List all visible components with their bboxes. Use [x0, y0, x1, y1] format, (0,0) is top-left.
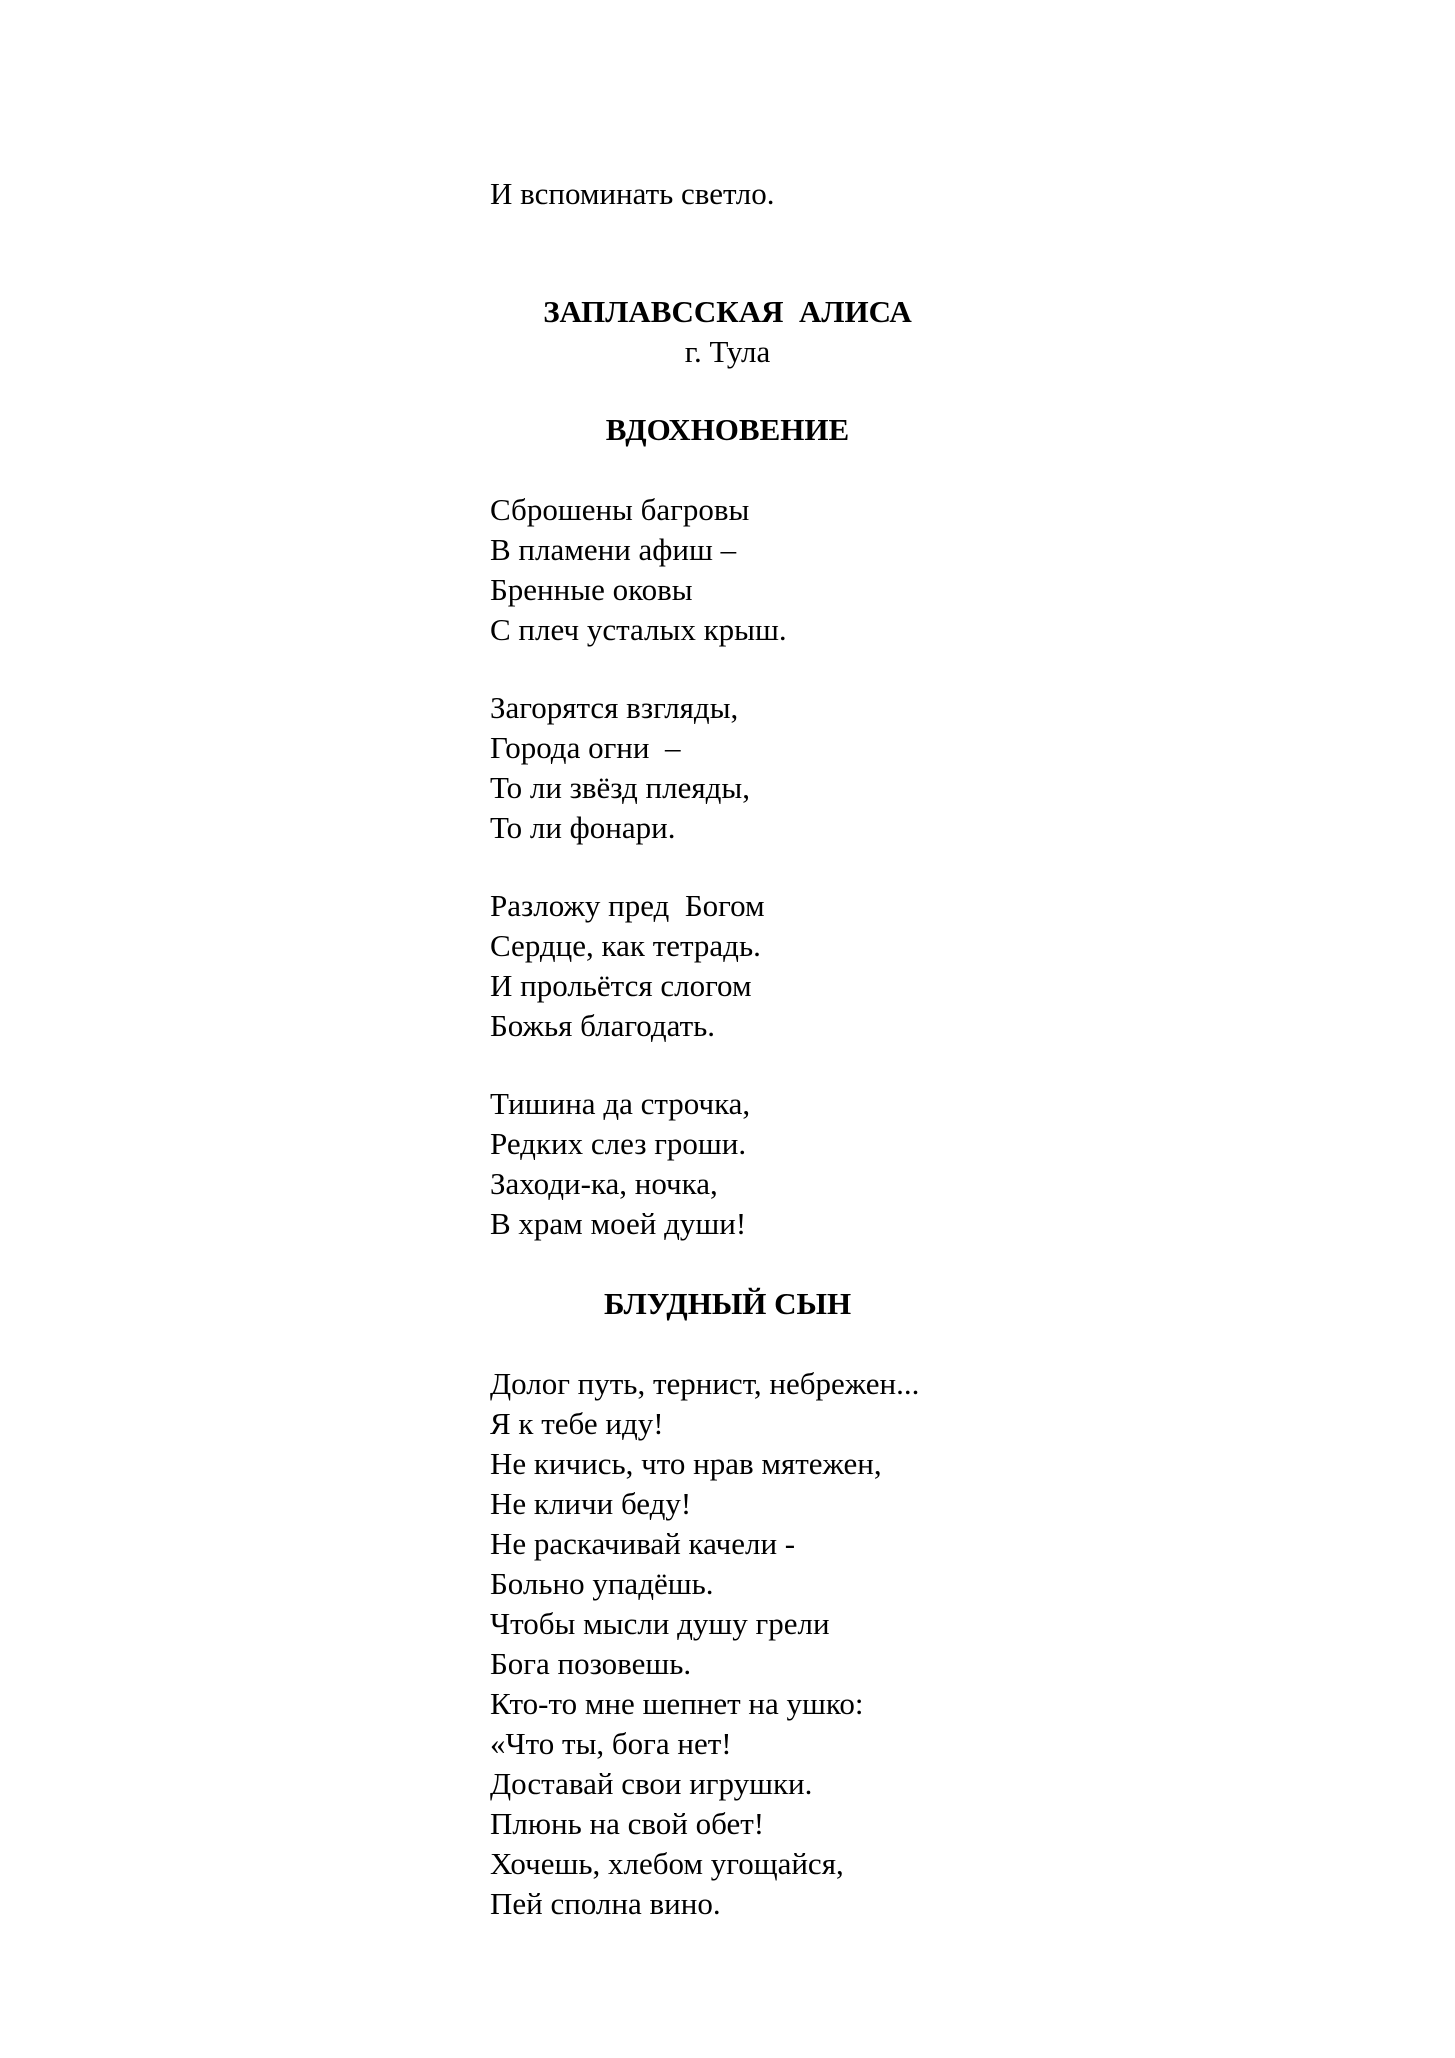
poem-line: Плюнь на свой обет! [490, 1806, 765, 1841]
poem-line: Чтобы мысли душу грели [490, 1606, 830, 1641]
poem-line: Сердце, как тетрадь. [490, 928, 761, 963]
poem-line: В храм моей души! [490, 1206, 747, 1241]
poem-line: Не раскачивай качели - [490, 1526, 796, 1561]
author-name: ЗАПЛАВССКАЯ АЛИСА [543, 294, 912, 329]
poem-line: Я к тебе иду! [490, 1406, 664, 1441]
poem-line: «Что ты, бога нет! [490, 1726, 732, 1761]
poem-line: Доставай свои игрушки. [490, 1766, 813, 1801]
poem-line: Божья благодать. [490, 1008, 716, 1043]
poem-line: Кто-то мне шепнет на ушко: [490, 1686, 864, 1721]
poem-line: Больно упадёшь. [490, 1566, 714, 1601]
poem-title-vdokhnovenie: ВДОХНОВЕНИЕ [605, 412, 850, 447]
poem-line: Пей сполна вино. [490, 1886, 721, 1921]
poem-line: Хочешь, хлебом угощайся, [490, 1846, 844, 1881]
poem-line: Долог путь, тернист, небрежен... [490, 1366, 920, 1401]
poem-line: Не кличи беду! [490, 1486, 692, 1521]
poem-line: Тишина да строчка, [490, 1086, 751, 1121]
poem-line: Не кичись, что нрав мятежен, [490, 1446, 882, 1481]
poem-line: Бренные оковы [490, 572, 693, 607]
poem-line: С плеч усталых крыш. [490, 612, 787, 647]
poem-line: Загорятся взгляды, [490, 690, 739, 725]
poem-line: Бога позовешь. [490, 1646, 692, 1681]
poem-line: То ли звёзд плеяды, [490, 770, 750, 805]
poem-line: Города огни – [490, 730, 681, 765]
previous-poem-last-line: И вспоминать светло. [490, 176, 775, 211]
poem-line: Сброшены багровы [490, 492, 750, 527]
poem-line: Разложу пред Богом [490, 888, 765, 923]
poem-line: В пламени афиш – [490, 532, 737, 567]
poem-title-bludnyi-syn: БЛУДНЫЙ СЫН [603, 1286, 852, 1321]
poem-line: Редких слез гроши. [490, 1126, 747, 1161]
poem-line: И прольётся слогом [490, 968, 752, 1003]
author-city: г. Тула [684, 334, 771, 369]
poem-line: То ли фонари. [490, 810, 676, 845]
poem-line: Заходи-ка, ночка, [490, 1166, 718, 1201]
